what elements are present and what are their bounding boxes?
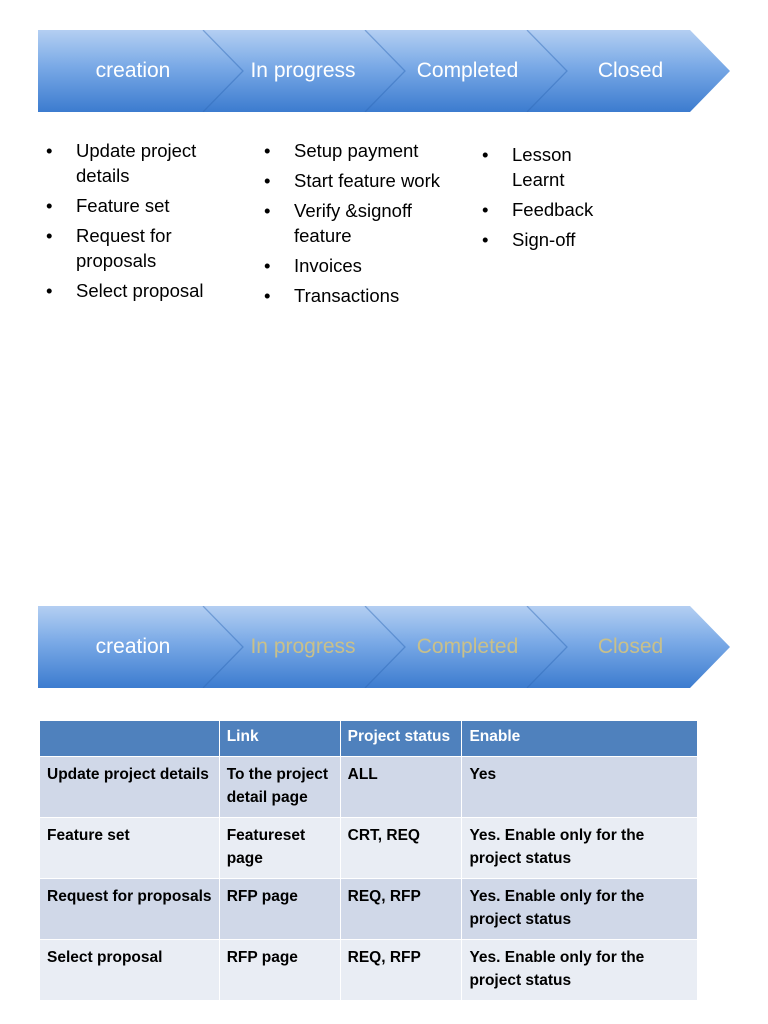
list-item: • Select proposal [39,278,224,303]
table-cell: Update project details [40,757,220,818]
creation-task-list [39,138,224,308]
list-item: • Transactions [257,283,467,308]
top-stage-in-progress: In progress [250,59,356,82]
table-cell: Request for proposals [40,879,220,940]
table-cell: Yes. Enable only for the project status [462,818,698,879]
list-item: • Setup payment [257,138,467,163]
table-cell: RFP page [219,879,340,940]
header-enable: Enable [462,721,698,757]
table-cell: CRT, REQ [340,818,462,879]
in-progress-task-list [257,138,467,313]
table-cell: Yes. Enable only for the project status [462,940,698,1001]
list-item: • Verify &signoff feature [257,198,467,248]
list-item: • Lesson Learnt [475,142,595,192]
table-cell: Select proposal [40,940,220,1001]
table-cell: REQ, RFP [340,940,462,1001]
top-process-chevron [38,30,730,112]
list-item: • Update project details [39,138,224,188]
top-stage-completed: Completed [416,59,519,82]
list-item: • Request for proposals [39,223,224,273]
table-cell: REQ, RFP [340,879,462,940]
bottom-stage-creation: creation [95,635,171,658]
bottom-stage-closed: Closed [597,635,664,658]
list-item: • Sign-off [475,227,595,252]
table-cell: Yes. Enable only for the project status [462,879,698,940]
creation-actions-table [39,720,698,1001]
list-item: • Invoices [257,253,467,278]
top-stage-creation: creation [95,59,171,82]
bottom-stage-completed: Completed [416,635,519,658]
table-cell: Featureset page [219,818,340,879]
header-project-status: Project status [340,721,462,757]
list-item: • Feature set [39,193,224,218]
closed-task-list [475,142,595,257]
table-cell: Yes [462,757,698,818]
bottom-process-chevron [38,606,730,688]
top-stage-closed: Closed [597,59,664,82]
header-link: Link [219,721,340,757]
header-blank [40,721,220,757]
table-row [40,879,698,940]
table-cell: To the project detail page [219,757,340,818]
list-item: • Start feature work [257,168,467,193]
table-header-row [40,721,698,757]
table-row [40,940,698,1001]
table-row [40,818,698,879]
table-cell: RFP page [219,940,340,1001]
table-cell: Feature set [40,818,220,879]
table-cell: ALL [340,757,462,818]
table-row [40,757,698,818]
bottom-stage-in-progress: In progress [250,635,356,658]
list-item: • Feedback [475,197,595,222]
